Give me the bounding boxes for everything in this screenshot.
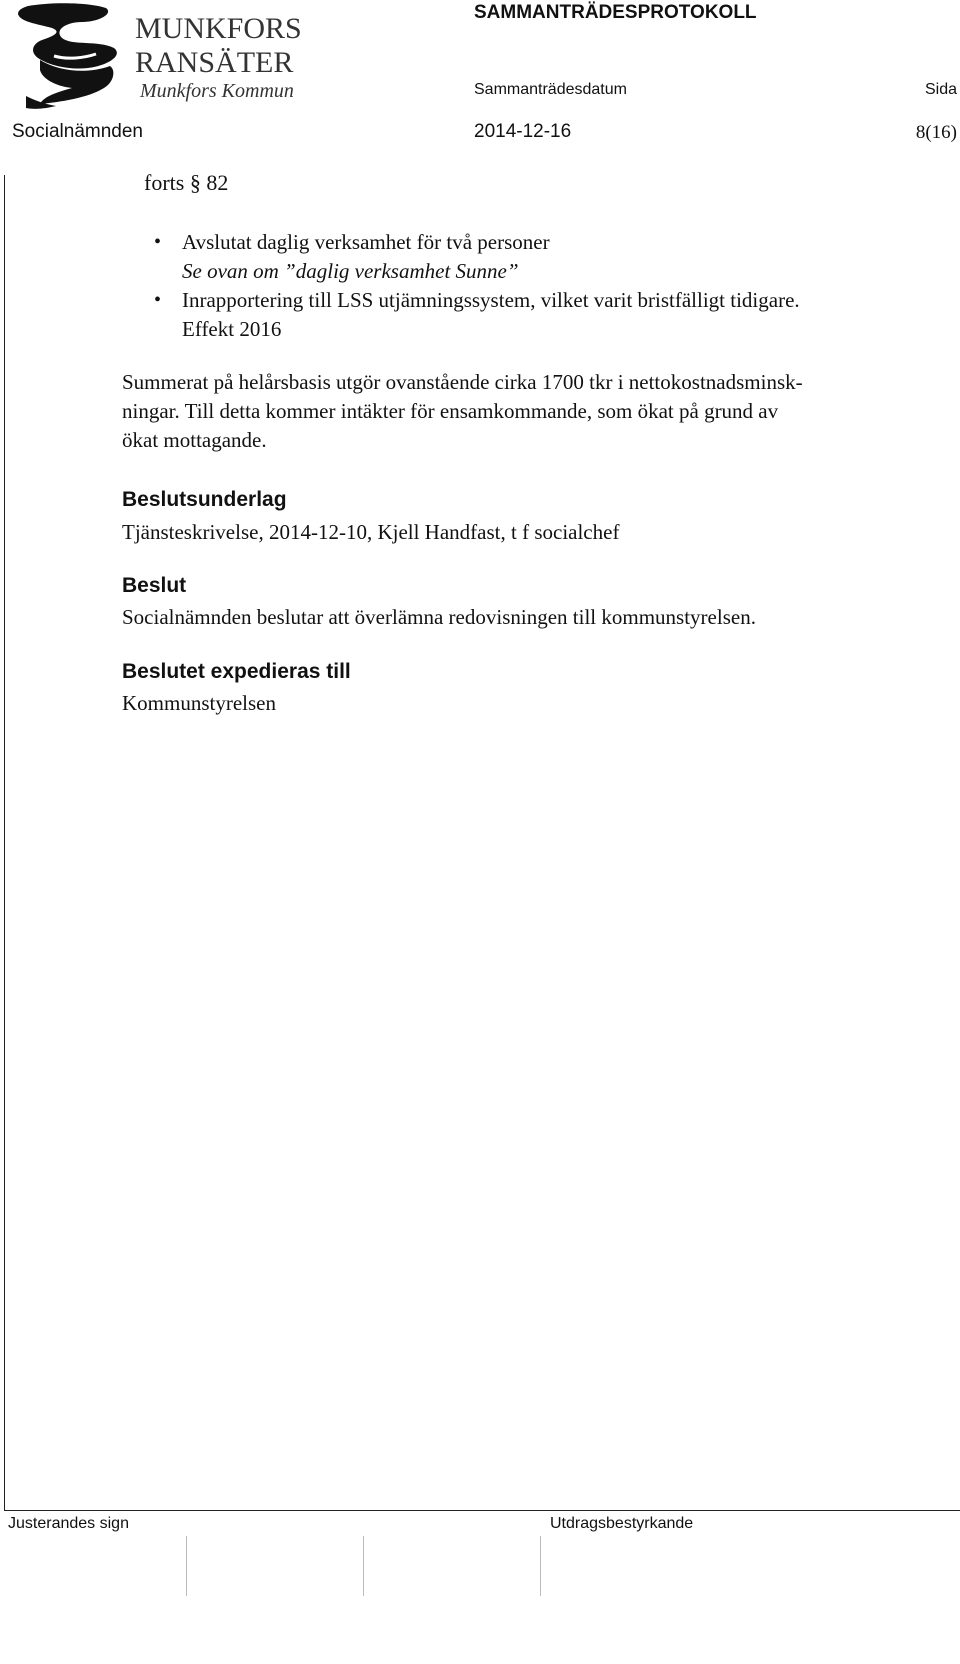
dispatch-heading: Beslutet expedieras till (122, 660, 351, 683)
svg-text:RANSÄTER: RANSÄTER (135, 46, 294, 79)
signature-box-divider (186, 1536, 187, 1596)
footer-rule (4, 1510, 960, 1511)
basis-heading: Beslutsunderlag (122, 488, 287, 511)
bullet-text: • Inrapportering till LSS utjämningssystem, vilket varit bristfälligt tidigare. (182, 288, 800, 312)
left-margin-rule (4, 175, 5, 1510)
sign-label: Justerandes sign (8, 1515, 129, 1532)
protocol-title: SAMMANTRÄDESPROTOKOLL (474, 2, 757, 23)
logo-emblem-icon (10, 0, 310, 112)
meeting-date: 2014-12-16 (474, 121, 572, 142)
list-item (182, 286, 942, 344)
svg-text:MUNKFORS: MUNKFORS (135, 12, 302, 45)
decision-text: Socialnämnden beslutar att överlämna redovisningen till kommunstyrelsen. (122, 605, 756, 629)
summary-line: ningar. Till detta kommer intäkter för ensamkommande, som ökat på grund av (122, 399, 779, 423)
signature-box-divider (363, 1536, 364, 1596)
certification-label: Utdragsbestyrkande (550, 1515, 694, 1532)
bullet-list (182, 228, 942, 344)
basis-text: Tjänsteskrivelse, 2014-12-10, Kjell Handfast, t f socialchef (122, 520, 620, 544)
decision-heading: Beslut (122, 574, 187, 597)
summary-line: Summerat på helårsbasis utgör ovanstående cirka 1700 tkr i nettokostnadsminsk- (122, 370, 803, 394)
page-number: 8(16) (915, 122, 957, 143)
list-item (182, 228, 942, 286)
bullet-note: Effekt 2016 (182, 317, 282, 341)
signature-box-divider (540, 1536, 541, 1596)
bullet-note: Se ovan om ”daglig verksamhet Sunne” (182, 259, 519, 283)
meeting-date-label: Sammanträdesdatum (474, 81, 627, 98)
committee-name: Socialnämnden (12, 121, 143, 142)
dispatch-text: Kommunstyrelsen (122, 691, 276, 715)
svg-text:Munkfors Kommun: Munkfors Kommun (140, 80, 294, 102)
summary-line: ökat mottagande. (122, 428, 267, 452)
summary-paragraph (122, 368, 922, 455)
page-label: Sida (924, 81, 957, 98)
section-reference: forts § 82 (144, 170, 229, 195)
bullet-text: • Avslutat daglig verksamhet för två personer (182, 230, 550, 254)
munkfors-logo (10, 0, 310, 112)
